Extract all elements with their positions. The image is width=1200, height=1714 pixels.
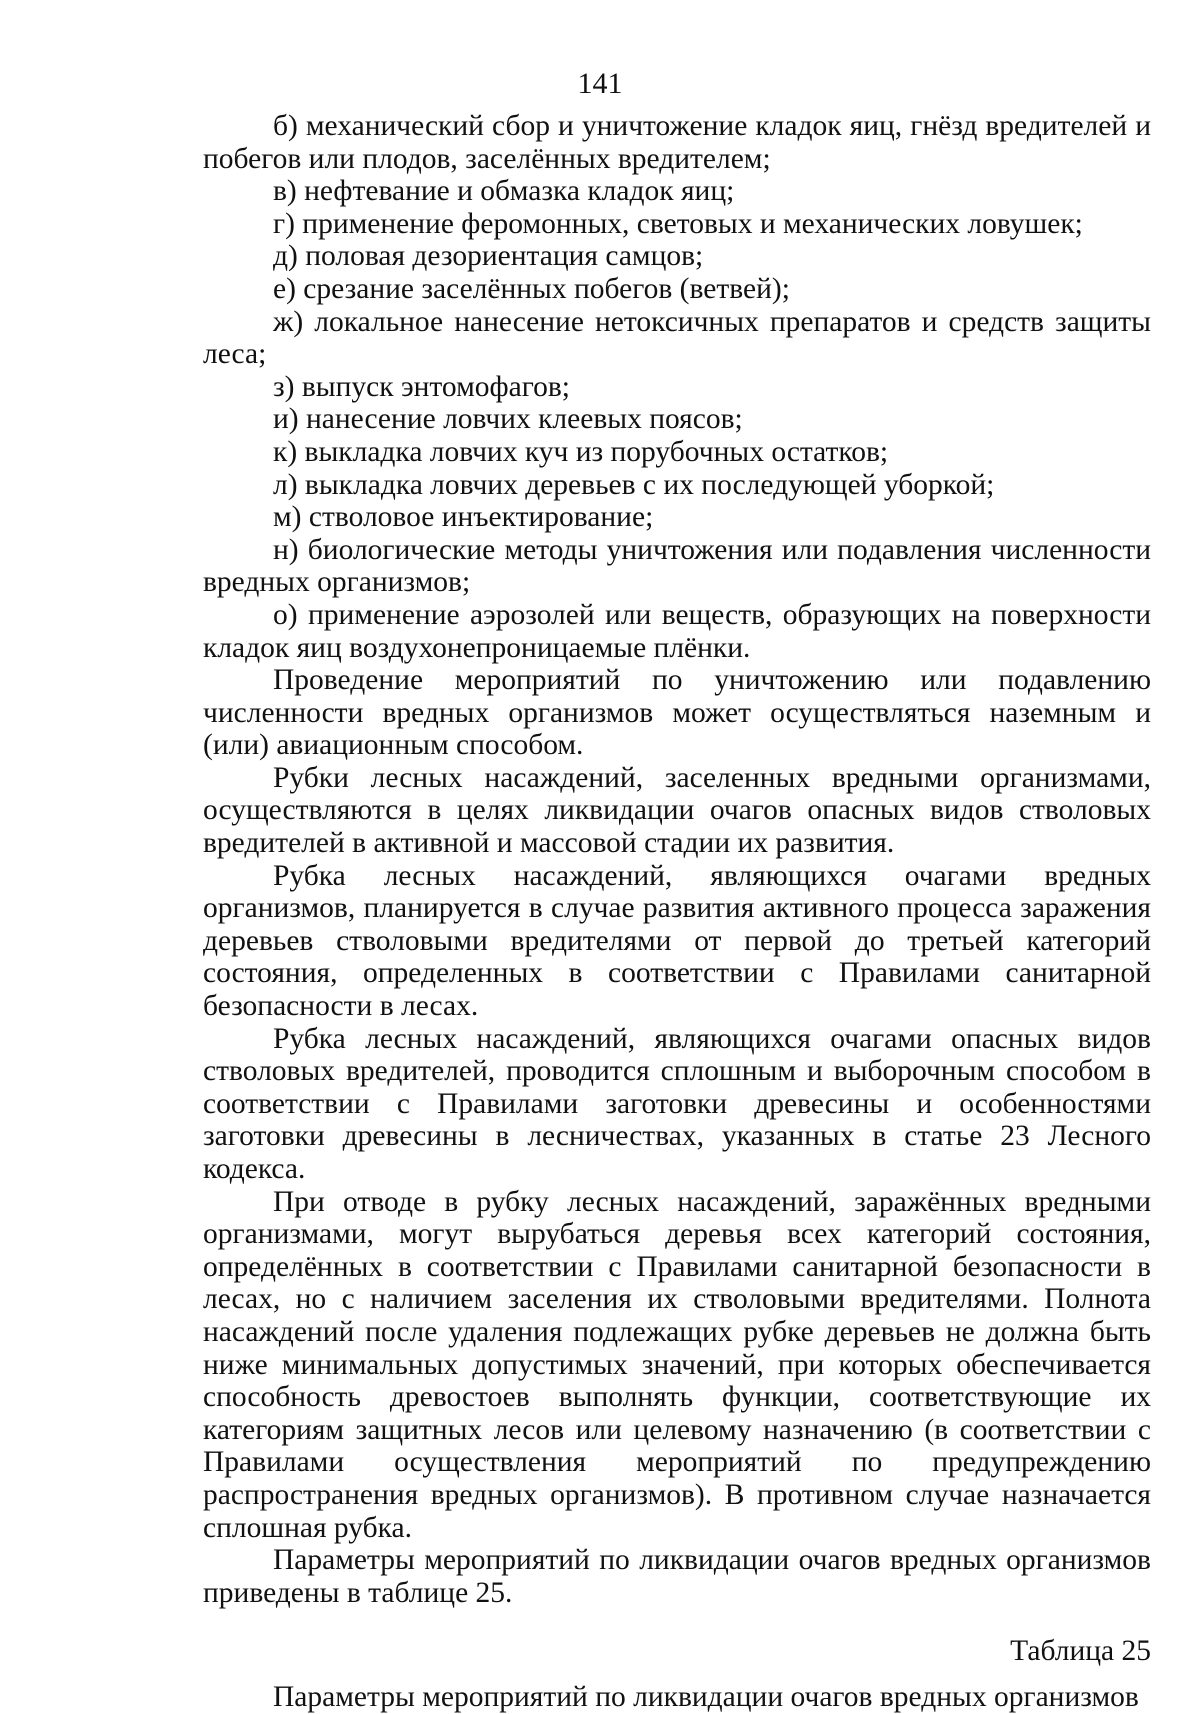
body-paragraph: Рубки лесных насаждений, заселенных вредными организмами, осуществляются в целях ликвидации очагов опасных видов стволовых вредителей в активной и массовой стадии их развития. [203, 761, 1151, 860]
list-item-l: л) выкладка ловчих деревьев с их последующей уборкой; [273, 468, 995, 501]
list-item-m: м) стволовое инъектирование; [273, 501, 654, 534]
list-item-i: и) нанесение ловчих клеевых поясов; [273, 403, 743, 436]
body-paragraph: При отводе в рубку лесных насаждений, заражённых вредными организмами, могут вырубаться деревья всех категорий состояния, определённых в соответствии с Правилами санитарной безопасности в лесах, но с наличием заселения их стволовыми вредителями. Полнота насаждений после удаления подлежащих рубке деревьев не должна быть ниже минимальных допустимых значений, при которых обеспечивается способность древостоев выполнять функции, соответствующие их категориям защитных лесов или целевому назначению (в соответствии с Правилами осуществления мероприятий по предупреждению распространения вредных организмов). В противном случае назначается сплошная рубка. [203, 1185, 1151, 1544]
list-item-v: в) нефтевание и обмазка кладок яиц; [273, 175, 735, 208]
body-paragraph: Рубка лесных насаждений, являющихся очагами опасных видов стволовых вредителей, проводится сплошным и выборочным способом в соответствии с Правилами заготовки древесины и особенностями заготовки древесины в лесничествах, указанных в статье 23 Лесного кодекса. [203, 1022, 1151, 1185]
table-title: Параметры мероприятий по ликвидации очагов вредных организмов [273, 1680, 1139, 1713]
list-item-b: б) механический сбор и уничтожение кладок яиц, гнёзд вредителей и побегов или плодов, заселённых вредителем; [203, 110, 1151, 175]
list-item-n: н) биологические методы уничтожения или подавления численности вредных организмов; [203, 533, 1151, 599]
list-item-e: е) срезание заселённых побегов (ветвей); [273, 272, 790, 305]
body-paragraph: Параметры мероприятий по ликвидации очагов вредных организмов приведены в таблице 25. [203, 1544, 1151, 1609]
page-number: 141 [577, 67, 623, 100]
list-item-zh: ж) локальное нанесение нетоксичных препаратов и средств защиты леса; [203, 305, 1151, 371]
list-item-z: з) выпуск энтомофагов; [273, 370, 570, 403]
table-caption: Таблица 25 [1010, 1635, 1151, 1668]
list-item-o: о) применение аэрозолей или веществ, образующих на поверхности кладок яиц воздухонепроницаемые плёнки. [203, 598, 1151, 664]
list-item-k: к) выкладка ловчих куч из порубочных остатков; [273, 435, 889, 468]
body-paragraph: Проведение мероприятий по уничтожению или подавлению численности вредных организмов может осуществляться наземным и (или) авиационным способом. [203, 664, 1151, 762]
document-body [203, 110, 1151, 1714]
list-item-g: г) применение феромонных, световых и механических ловушек; [273, 207, 1083, 240]
body-paragraph: Рубка лесных насаждений, являющихся очагами вредных организмов, планируется в случае развития активного процесса заражения деревьев стволовыми вредителями от первой до третьей категорий состояния, определенных в соответствии с Правилами санитарной безопасности в лесах. [203, 859, 1151, 1023]
list-item-d: д) половая дезориентация самцов; [273, 240, 704, 273]
